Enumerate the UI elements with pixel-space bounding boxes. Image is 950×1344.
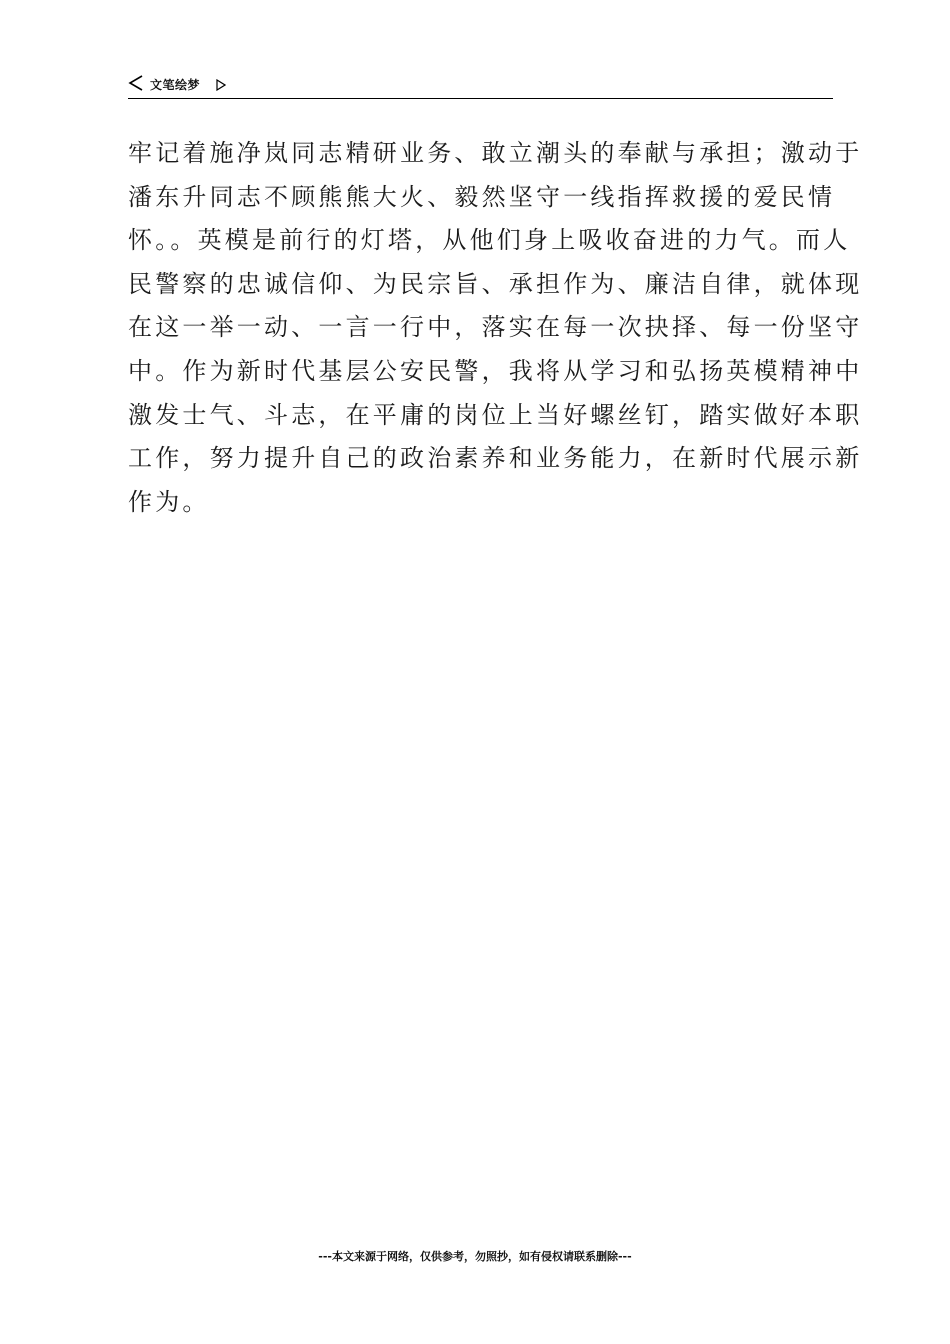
left-arrow-icon <box>128 74 144 92</box>
right-arrow-icon <box>216 76 226 88</box>
paragraph-line: 民警察的忠诚信仰、为民宗旨、承担作为、廉洁自律，就体现 <box>128 269 863 298</box>
page-header <box>128 70 833 99</box>
paragraph-line: 在这一举一动、一言一行中，落实在每一次抉择、每一份坚守 <box>128 313 863 342</box>
paragraph-line: 潘东升同志不顾熊熊大火、毅然坚守一线指挥救援的爱民情 <box>128 182 836 211</box>
paragraph-line: 激发士气、斗志，在平庸的岗位上当好螺丝钉，踏实做好本职 <box>128 400 863 429</box>
paragraph-line: 工作，努力提升自己的政治素养和业务能力，在新时代展示新 <box>128 444 863 473</box>
header-title: 文笔绘梦 <box>150 78 201 92</box>
body-paragraph <box>128 132 863 524</box>
paragraph-line: 作为。 <box>128 487 210 516</box>
paragraph-line: 牢记着施净岚同志精研业务、敢立潮头的奉献与承担；激动于 <box>128 139 863 167</box>
paragraph-line: 中。作为新时代基层公安民警，我将从学习和弘扬英模精神中 <box>128 356 863 385</box>
paragraph-line: 怀。。英模是前行的灯塔，从他们身上吸收奋进的力气。而人 <box>128 226 851 255</box>
footer-disclaimer: ---本文来源于网络，仅供参考，勿照抄，如有侵权请联系删除--- <box>318 1250 632 1263</box>
